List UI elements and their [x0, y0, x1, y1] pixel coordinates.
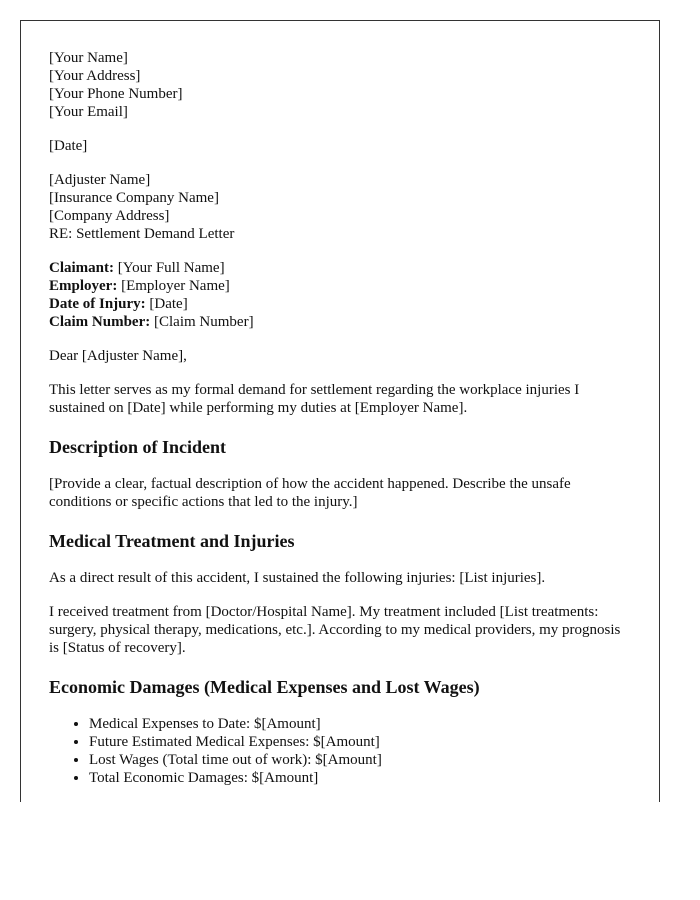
intro-paragraph: This letter serves as my formal demand for settlement regarding the workplace injuries I sustained on [Date] while performing my duties at [Employer Name]. — [49, 382, 580, 416]
letter-body — [49, 49, 629, 787]
sender-phone: [Your Phone Number] — [49, 86, 183, 102]
claim-value: [Date] — [145, 296, 188, 312]
claim-value: [Your Full Name] — [114, 260, 225, 276]
claim-value: [Employer Name] — [117, 278, 230, 294]
incident-paragraph: [Provide a clear, factual description of how the accident happened. Describe the unsafe conditions or specific actions that led to the injury.] — [49, 476, 571, 510]
claim-value: [Claim Number] — [150, 314, 254, 330]
section-heading-medical: Medical Treatment and Injuries — [49, 531, 295, 551]
claim-info-claim-number — [49, 313, 629, 331]
list-item: • Total Economic Damages: $[Amount] — [89, 769, 629, 787]
claim-label: Claimant: — [49, 260, 114, 276]
letter-page — [20, 20, 660, 802]
economic-damages-list — [49, 715, 629, 787]
section-heading-economic: Economic Damages (Medical Expenses and Lost Wages) — [49, 677, 480, 697]
section-heading-incident: Description of Incident — [49, 437, 226, 457]
recipient-company: [Insurance Company Name] — [49, 190, 219, 206]
date-block — [49, 137, 629, 155]
claim-label: Employer: — [49, 278, 118, 294]
medical-paragraph-injuries: As a direct result of this accident, I sustained the following injuries: [List injuries]. — [49, 570, 546, 586]
recipient-adjuster: [Adjuster Name] — [49, 172, 151, 188]
sender-name: [Your Name] — [49, 50, 128, 66]
salutation: Dear [Adjuster Name], — [49, 348, 187, 364]
claim-info-claimant — [49, 259, 629, 277]
re-line: RE: Settlement Demand Letter — [49, 226, 235, 242]
recipient-block — [49, 171, 629, 243]
claim-info-block — [49, 259, 629, 331]
medical-paragraph-treatment: I received treatment from [Doctor/Hospital Name]. My treatment included [List treatments: surgery, physical therapy, medications, etc.]. According to my medical providers, my prognosis is [Status of recovery]. — [49, 604, 621, 656]
claim-label: Date of Injury: — [49, 296, 146, 312]
list-item: • Future Estimated Medical Expenses: $[Amount] — [89, 733, 629, 751]
list-item: • Medical Expenses to Date: $[Amount] — [89, 715, 629, 733]
list-item: • Lost Wages (Total time out of work): $[Amount] — [89, 751, 629, 769]
sender-block — [49, 49, 629, 121]
claim-label: Claim Number: — [49, 314, 151, 330]
sender-address: [Your Address] — [49, 68, 141, 84]
sender-email: [Your Email] — [49, 104, 128, 120]
recipient-address: [Company Address] — [49, 208, 170, 224]
claim-info-date-of-injury — [49, 295, 629, 313]
letter-date: [Date] — [49, 138, 88, 154]
claim-info-employer — [49, 277, 629, 295]
